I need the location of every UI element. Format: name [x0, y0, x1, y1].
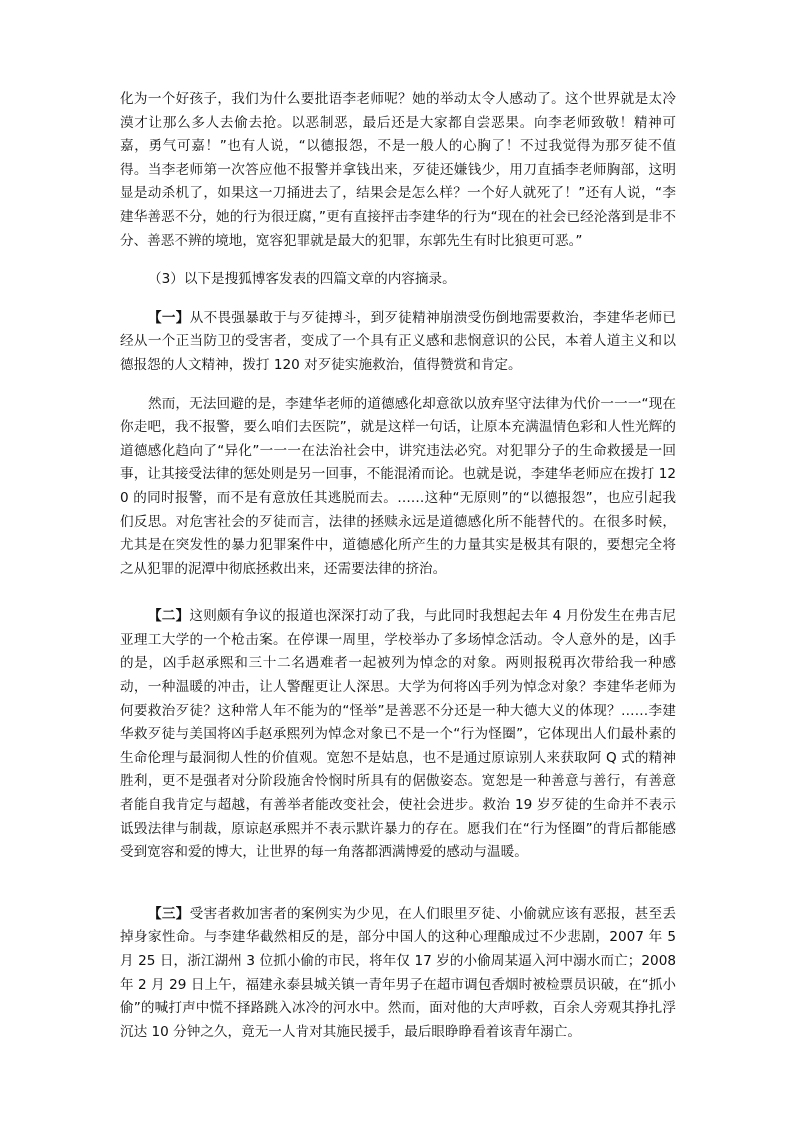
- section-tag-2: 【二】: [148, 608, 190, 625]
- paragraph-3: [120, 307, 676, 378]
- paragraph-5-body: 这则颇有争议的报道也深深打动了我，与此同时我想起去年 4 月份发生在弗吉尼亚理工大学的一个枪击案。在停课一周里，学校举办了多场悼念活动。令人意外的是，凶手的是，凶手赵承熙和三十二名遇难者一起被列为悼念的对象。两则报税再次带给我一种感动，一种温暖的冲击，让人警醒更让人深思。大学为何将凶手列为悼念对象？李建华老师为何要救治歹徒？这种常人年不能为的“怪举”是善恶不分还是一种大德大义的体现？……李建华救歹徒与美国将凶手赵承熙列为悼念对象已不是一个“行为怪圈”，它体现出人们最朴素的生命伦理与最洞彻人性的价值观。宽恕不是姑息，也不是通过原谅别人来获取阿 Q 式的精神胜利，更不是强者对分阶段施舍怜悯时所具有的倨傲姿态。宽恕是一种善意与善行，有善意者能自我肯定与超越，有善举者能改变社会，使社会进步。救治 19 岁歹徒的生命并不表示诋毁法律与制裁，原谅赵承熙并不表示默许暴力的存在。愿我们在“行为怪圈”的背后都能感受到宽容和爱的博大，让世界的每一角落都洒满博爱的感动与温暖。: [120, 608, 677, 861]
- document-page: [120, 88, 676, 1044]
- paragraph-2: （3）以下是搜狐博客发表的四篇文章的内容摘录。: [148, 271, 456, 288]
- paragraph-4: 然而，无法回避的是，李建华老师的道德感化却意欲以放弃坚守法律为代价一一一“现在你走吧，我不报警，要么咱们去医院”，就是这样一句话，让原本充满温情色彩和人性光辉的道德感化趋向了“异化”一一一在法治社会中，讲究违法必究。对犯罪分子的生命救援是一回事，让其接受法律的惩处则是另一回事，不能混淆而论。也就是说，李建华老师应在拨打 120 的同时报警，而不是有意放任其逃脱而去。……这种“无原则”的“以德报怨”，也应引起我们反思。对危害社会的歹徒而言，法律的拯赎永远是道德感化所不能替代的。在很多时候，尤其是在突发性的暴力犯罪案件中，道德感化所产生的力量其实是极其有限的，要想完全将之从犯罪的泥潭中彻底拯救出来，还需要法律的挤治。: [120, 395, 676, 577]
- paragraph-5: [120, 605, 676, 865]
- section-tag-3: 【三】: [148, 905, 190, 922]
- paragraph-6: [120, 903, 676, 1045]
- spacer: [120, 253, 676, 268]
- paragraph-1: 化为一个好孩子，我们为什么要批语李老师呢？她的举动太令人感动了。这个世界就是太冷漠才让那么多人去偷去抢。以恶制恶，最后还是大家都自尝恶果。向李老师致敬！精神可嘉，勇气可嘉！”也有人说，“以德报怨，不是一般人的心胸了！不过我觉得为那歹徒不值得。当李老师第一次答应他不报警并拿钱出来，歹徒还嫌钱少，用刀直插李老师胸部，这明显是动杀机了，如果这一刀捅进去了，结果会是怎么样？一个好人就死了！”还有人说，“李建华善恶不分，她的行为很迂腐，”更有直接抨击李建华的行为“现在的社会已经沦落到是非不分、善恶不辨的境地，宽容犯罪就是最大的犯罪，东郭先生有时比狼更可恶。”: [120, 91, 676, 249]
- paragraph-3-body: 从不畏强暴敢于与歹徒搏斗，到歹徒精神崩溃受伤倒地需要救治，李建华老师已经从一个正当防卫的受害者，变成了一个具有正义感和悲悯意识的公民，本着人道主义和以德报怨的人文精神，拨打 120 对歹徒实施救治，值得赞赏和肯定。: [120, 309, 677, 373]
- paragraph-6-body: 受害者救加害者的案例实为少见，在人们眼里歹徒、小偷就应该有恶报，甚至丢掉身家性命。与李建华截然相反的是，部分中国人的这种心理酿成过不少悲剧，2007 年 5 月 25 日，浙江湖州 3 位抓小偷的市民，将年仅 17 岁的小偷周某逼入河中溺水而亡；2008 年 2 月 29 日上午，福建永泰县城关镇一青年男子在超市调包香烟时被检票员识破，在“抓小偷”的喊打声中慌不择路跳入冰冷的河水中。然而，面对他的大声呼救，百余人旁观其挣扎浮沉达 10 分钟之久，竟无一人肯对其施民援手，最后眼睁睁看着该青年溺亡。: [120, 905, 677, 1040]
- spacer: [120, 581, 676, 605]
- spacer: [120, 378, 676, 393]
- spacer: [120, 292, 676, 307]
- section-tag-1: 【一】: [148, 309, 190, 326]
- spacer: [120, 865, 676, 903]
